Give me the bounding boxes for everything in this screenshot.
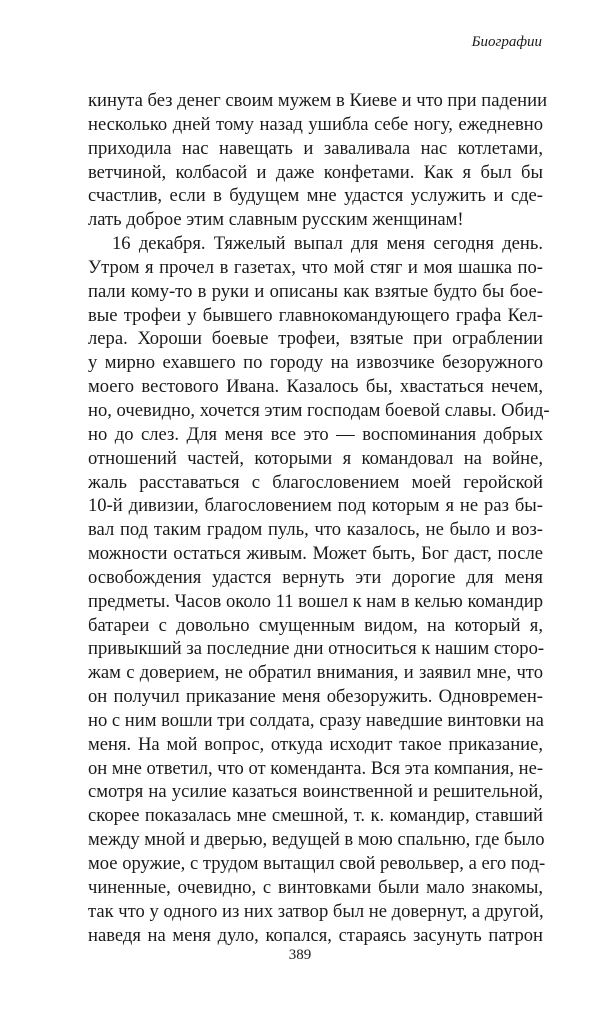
text-line: наведя на меня дуло, копался, стараясь засунуть патрон <box>88 924 543 946</box>
running-head: Биографии <box>471 34 542 50</box>
text-line: можности остаться живым. Может быть, Бог даст, после <box>88 543 543 565</box>
text-line: но с ним вошли три солдата, сразу наведшие винтовки на <box>88 709 544 731</box>
text-line: привыкший за последние дни относиться к нашим сторо- <box>88 638 545 660</box>
text-line: скорее показалась мне смешной, т. к. командир, ставший <box>88 805 543 827</box>
text-line: он мне ответил, что от коменданта. Вся эта компания, не- <box>88 757 544 779</box>
text-line: так что у одного из них затвор был не довернут, а другой, <box>88 900 544 922</box>
text-line: у мирно ехавшего по городу на извозчике безоружного <box>88 352 543 374</box>
text-line: предметы. Часов около 11 вошел к нам в келью командир <box>88 590 544 612</box>
text-line: вые трофеи у бывшего главнокомандующего графа Кел- <box>88 304 543 326</box>
text-line: он получил приказание меня обезоружить. Одновремен- <box>88 686 543 708</box>
text-line: освобождения удастся вернуть эти дорогие для меня <box>88 566 543 588</box>
text-line: 16 декабря. Тяжелый выпал для меня сегодня день. <box>112 233 543 255</box>
page-number: 389 <box>288 947 312 963</box>
text-line: счастлив, если в будущем мне удастся услужить и сде- <box>88 185 543 207</box>
text-line: кинута без денег своим мужем в Киеве и что при падении <box>88 90 548 111</box>
paragraph <box>88 89 548 232</box>
paragraph <box>88 232 550 947</box>
text-line: смотря на усилие казаться воинственной и решительной, <box>88 781 543 803</box>
text-line: пали кому-то в руки и описаны как взятые будто бы бое- <box>88 280 543 302</box>
text-line: между мной и дверью, ведущей в мою спальню, где было <box>88 829 545 851</box>
body-text <box>88 89 550 947</box>
text-line: приходила нас навещать и заваливала нас котлетами, <box>88 137 543 159</box>
text-line: жаль расставаться с благословением моей геройской <box>88 471 543 493</box>
text-line: батареи с довольно смущенным видом, на который я, <box>88 614 543 636</box>
text-line: но до слез. Для меня все это — воспоминания добрых <box>88 423 543 445</box>
text-line: лера. Хороши боевые трофеи, взятые при ограблении <box>88 328 543 350</box>
text-line: жам с доверием, не обратил внимания, и заявил мне, что <box>88 662 543 684</box>
text-line: 10-й дивизии, благословением под которым я не раз бы- <box>88 495 543 517</box>
text-line: ветчиной, колбасой и даже конфетами. Как я был бы <box>88 161 543 183</box>
text-line: вал под таким градом пуль, что казалось, не было и воз- <box>88 519 543 541</box>
text-line: отношений частей, которыми я командовал на войне, <box>88 447 543 469</box>
text-line: лать доброе этим славным русским женщинам! <box>88 209 464 231</box>
text-line: меня. На мой вопрос, откуда исходит такое приказание, <box>88 733 543 755</box>
text-line: несколько дней тому назад ушибла себе ногу, ежедневно <box>88 113 543 135</box>
text-line: Утром я прочел в газетах, что мой стяг и моя шашка по- <box>88 256 543 278</box>
text-line: чиненные, очевидно, с винтовками были мало знакомы, <box>88 876 543 898</box>
text-line: но, очевидно, хочется этим господам боевой славы. Обид- <box>88 399 550 421</box>
text-line: моего вестового Ивана. Казалось бы, хвастаться нечем, <box>88 376 543 398</box>
text-line: мое оружие, с трудом вытащил свой револьвер, а его под- <box>88 853 546 874</box>
